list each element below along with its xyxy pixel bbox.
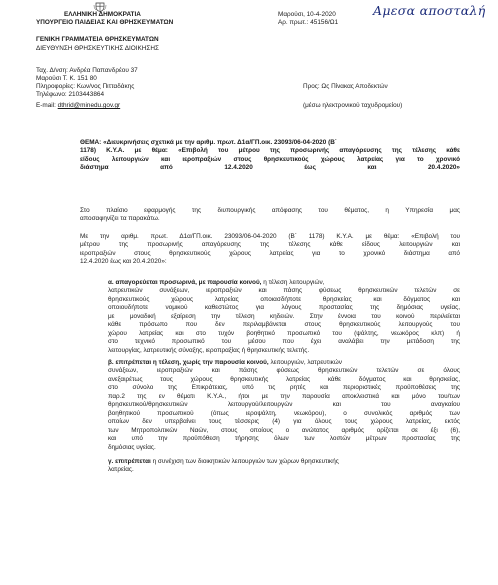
subject-label: ΘΕΜΑ: (80, 139, 102, 146)
list-item-line: και υπό την προϋπόθεση τήρησης όλων των λοιπών μέτρων προστασίας της (108, 435, 460, 443)
list-item-line: δημόσιας υγείας. (108, 443, 156, 451)
list-item-emphasis: β. επιτρέπεται η τέλεση, χωρίς την παρουσία κοινού, (108, 359, 269, 366)
list-item-line: παρ.2 της εν θέματι Κ.Υ.Α., ήτοι με την παρουσία αποκλειστικά και μόνο του/των (108, 392, 460, 400)
list-item-line: των Μητροπολιτικών Ναών, στους οποίους ο ανώτατος αριθμός ορίζεται σε έξι (6), (108, 426, 460, 434)
list-item-line: στο σύνολο της Επικράτειας, υπό τις ρητές και περιοριστικές προϋποθέσεις της (108, 384, 460, 392)
republic-heading: ΕΛΛΗΝΙΚΗ ΔΗΜΟΚΡΑΤΙΑ (64, 11, 141, 18)
ministry-heading: ΥΠΟΥΡΓΕΙΟ ΠΑΙΔΕΙΑΣ ΚΑΙ ΘΡΗΣΚΕΥΜΑΤΩΝ (36, 19, 174, 26)
list-item-line: οποιουδήποτε νομικού καθεστώτος για λόγους προστασίας της δημόσιας υγείας, (108, 304, 460, 312)
subject-line: διάστημα από 12.4.2020 έως και 20.4.2020» (80, 164, 460, 172)
contact-address: Ταχ. Δ/νση: Ανδρέα Παπανδρέου 37 (36, 67, 138, 74)
list-item-a (108, 279, 460, 355)
list-item-emphasis: α. απαγορεύεται προσωρινά, με παρουσία κοινού, (108, 279, 262, 286)
subject-line-text: «Διευκρινήσεις σχετικά με την αριθμ. πρωτ. Δ1α/ΓΠ.οικ. 23093/06-04-2020 (Β΄ (103, 139, 337, 146)
email-link[interactable]: dthrid@minedu.gov.gr (57, 102, 121, 109)
list-item-line: θρησκευτικούς χώρους λατρείας οποιασδήποτε θρησκείας και δόγματος και (108, 295, 460, 303)
protocol-number: Αρ. πρωτ.: 45156/Ω1 (278, 19, 339, 26)
place-date: Μαρούσι, 10-4-2020 (278, 11, 336, 18)
list-item-line: λειτουργίας, λατρευτικής σύναξης, ιεροπραξίας ή θρησκευτικής τελετής. (108, 346, 310, 354)
paragraph-reference (80, 233, 460, 267)
list-item-text: η τέλεση λειτουργιών, (261, 279, 325, 286)
list-item-c (108, 458, 460, 475)
recipient-via: (μέσω ηλεκτρονικού ταχυδρομείου) (303, 102, 403, 109)
contact-info: Πληροφορίες: Κων/νος Πιτταδάκης (36, 83, 135, 90)
paragraph-line: αποσαφηνίζει τα παρακάτω. (80, 215, 160, 223)
subject-line: είδους λειτουργιών και ιεροπραξιών στους θρησκευτικούς χώρους λατρείας για το χρονικό (80, 155, 460, 163)
list-item-line: χώρου λατρείας και στο τυχόν βοηθητικό προσωπικό του (ψάλτης, νεωκόρος κλπ) ή (108, 329, 460, 337)
list-item-line: βοηθητικού προσωπικού (όπως ιεροψάλτη, νεωκόρου), ο συνολικός αριθμός των (108, 409, 460, 417)
email-label: E-mail: (36, 102, 56, 109)
list-item-line: με μοναδική εξαίρεση την τέλεση κηδειών. Στην έννοια του κοινού περιλείεται (108, 312, 460, 320)
list-item-line: λατρευτικών συνάξεων, ιεροπραξιών και πάσης φύσεως θρησκευτικών τελετών σε (108, 287, 460, 295)
list-item-line: στο τεχνικό προσωπικό του μέσου που έχει αναλάβει την μετάδοση της (108, 338, 460, 346)
list-item-line: λατρείας. (108, 466, 134, 474)
contact-email (36, 102, 120, 111)
paragraph-line: 12.4.2020 έως και 20.4.2020»: (80, 258, 167, 266)
handwritten-note: Αμεσα αποσταλή (373, 3, 486, 18)
list-item-line: ανεξαιρέτως τους χώρους θρησκευτικής λατρείας κάθε δόγματος και θρησκείας, (108, 375, 460, 383)
paragraph-line: Με την αριθμ. πρωτ. Δ1α/ΓΠ.οικ. 23093/06-04-2020 (Β΄ 1178) Κ.Υ.Α. με θέμα: «Επιβολή του (80, 233, 460, 240)
list-item-line: συνάξεων, ιεροπραξιών και πάσης φύσεως θρησκευτικών τελετών σε όλους (108, 367, 460, 375)
recipient-to: Προς: Ως Πίνακας Αποδεκτών (303, 83, 388, 90)
subject-line: 1178) Κ.Υ.Α. με θέμα: «Επιβολή του μέτρου της προσωρινής απαγόρευσης της τέλεσης κάθε (80, 147, 460, 155)
contact-phone: Τηλέφωνο: 2103443864 (36, 91, 105, 98)
list-item-first-line (108, 458, 460, 466)
list-item-text: λειτουργιών, λατρευτικών (268, 359, 342, 366)
subject-block (80, 139, 460, 173)
list-item-b (108, 359, 460, 452)
paragraph-line: ιεροπραξιών στους θρησκευτικούς χώρους λατρείας για το χρονικό διάστημα από (80, 249, 460, 257)
list-item-text: η συνέχιση των διοικητικών λειτουργιών των χώρων θρησκευτικής (150, 458, 339, 465)
list-item-line: θρησκευτικού/θρησκευτικών λειτουργού/λειτουργών και του αναγκαίου (108, 401, 460, 409)
paragraph-line: Στο πλαίσιο εφαρμογής της διυπουργικής απόφασης του θέματος, η Υπηρεσία μας (80, 207, 460, 214)
directorate-heading: ΔΙΕΥΘΥΝΣΗ ΘΡΗΣΚΕΥΤΙΚΗΣ ΔΙΟΙΚΗΣΗΣ (36, 45, 159, 52)
paragraph-line: μέτρου της προσωρινής απαγόρευσης της τέλεσης κάθε είδους λειτουργιών και (80, 241, 460, 249)
paragraph-intro (80, 207, 460, 224)
contact-city: Μαρούσι Τ. Κ. 151 80 (36, 75, 97, 82)
list-item-line: κάθε πρόσωπο που δεν περιλαμβάνεται στους θρησκευτικούς λειτουργούς του (108, 321, 460, 329)
secretariat-heading: ΓΕΝΙΚΗ ΓΡΑΜΜΑΤΕΙΑ ΘΡΗΣΚΕΥΜΑΤΩΝ (36, 36, 159, 43)
list-item-emphasis: γ. επιτρέπεται (108, 458, 151, 465)
list-item-line: οποίων δεν υπερβαίνει τους τέσσερις (4) για όλους τους χώρους λατρείας, εκτός (108, 418, 460, 426)
